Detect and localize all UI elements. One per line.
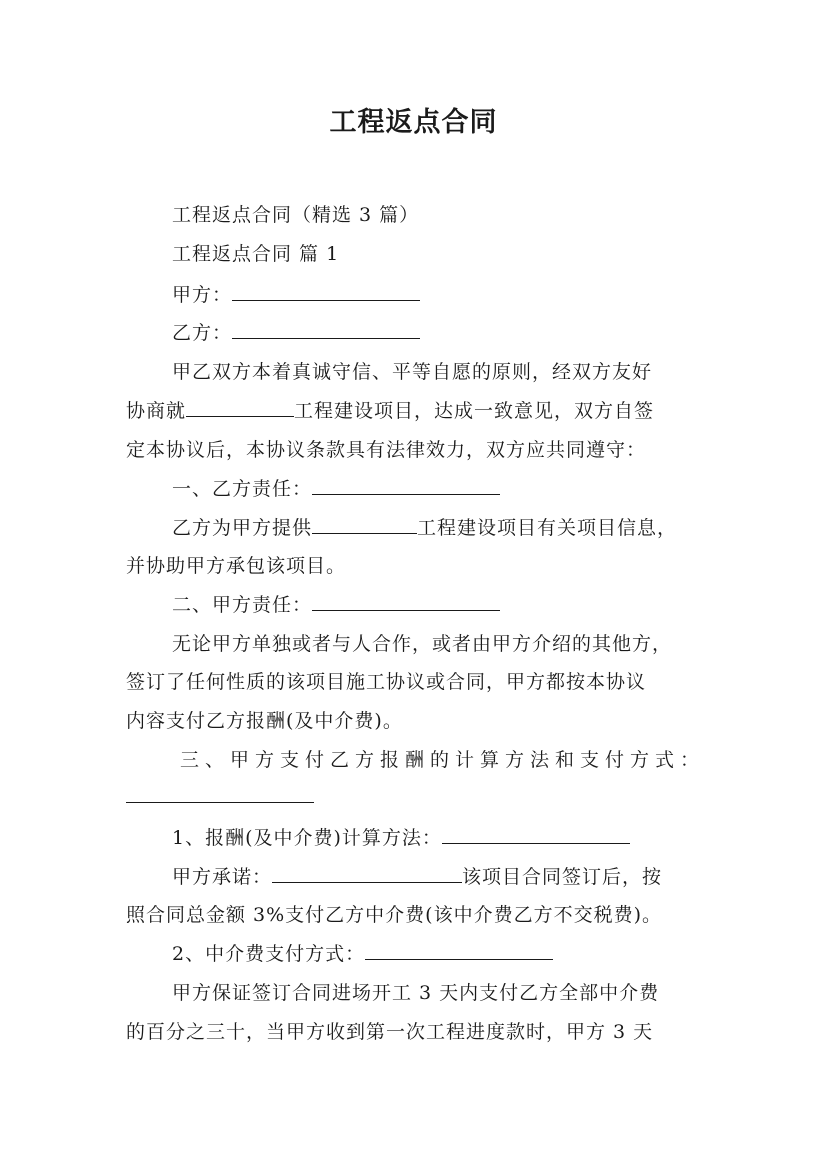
section-2-blank	[312, 592, 500, 611]
item-1-blank	[442, 825, 630, 844]
party-b-line	[172, 318, 420, 345]
item-1-line: 1、报酬(及中介费)计算方法：	[172, 823, 630, 850]
section-3-blank	[126, 784, 314, 803]
item-2-line: 2、中介费支付方式：	[172, 939, 553, 966]
article-heading: 工程返点合同 篇 1	[172, 243, 340, 265]
document-title: 工程返点合同	[329, 107, 498, 138]
item-2-blank	[365, 941, 553, 960]
promise-line-1: 甲方承诺： 该项目合同签订后，按	[172, 866, 663, 888]
party-a-line	[172, 280, 420, 307]
project-blank	[186, 398, 294, 417]
intro-line-1: 甲乙双方本着真诚守信、平等自愿的原则，经双方友好	[172, 361, 653, 383]
section-1-line-2: 并协助甲方承包该项目。	[126, 555, 347, 577]
section-1-project-blank	[312, 515, 417, 534]
payment-line-2: 的百分之三十，当甲方收到第一次工程进度款时，甲方 3 天	[126, 1021, 654, 1043]
party-a-blank	[232, 282, 420, 301]
intro-line-3: 定本协议后，本协议条款具有法律效力，双方应共同遵守：	[126, 439, 647, 461]
subtitle: 工程返点合同（精选 3 篇）	[172, 204, 420, 226]
section-1-heading: 一、乙方责任：	[172, 474, 500, 501]
party-a-label: 甲方：	[172, 284, 233, 306]
promise-line-2: 照合同总金额 3%支付乙方中介费(该中介费乙方不交税费)。	[126, 904, 663, 926]
section-1-blank	[312, 476, 500, 495]
promise-blank	[272, 864, 462, 883]
party-b-blank	[232, 320, 420, 339]
section-2-line-1: 无论甲方单独或者与人合作，或者由甲方介绍的其他方，	[172, 633, 673, 655]
section-1-line-1: 乙方为甲方提供 工程建设项目有关项目信息，	[172, 517, 678, 539]
section-3-heading: 三、甲方支付乙方报酬的计算方法和支付方式：	[180, 749, 706, 771]
intro-line-2: 协商就 工程建设项目，达成一致意见，双方自签	[126, 400, 655, 422]
payment-line-1: 甲方保证签订合同进场开工 3 天内支付乙方全部中介费	[172, 982, 660, 1004]
section-3-blank-line	[126, 784, 314, 808]
section-2-line-2: 签订了任何性质的该项目施工协议或合同，甲方都按本协议	[126, 671, 647, 693]
section-2-heading: 二、甲方责任：	[172, 590, 500, 617]
section-2-line-3: 内容支付乙方报酬(及中介费)。	[126, 710, 403, 732]
party-b-label: 乙方：	[172, 322, 233, 344]
